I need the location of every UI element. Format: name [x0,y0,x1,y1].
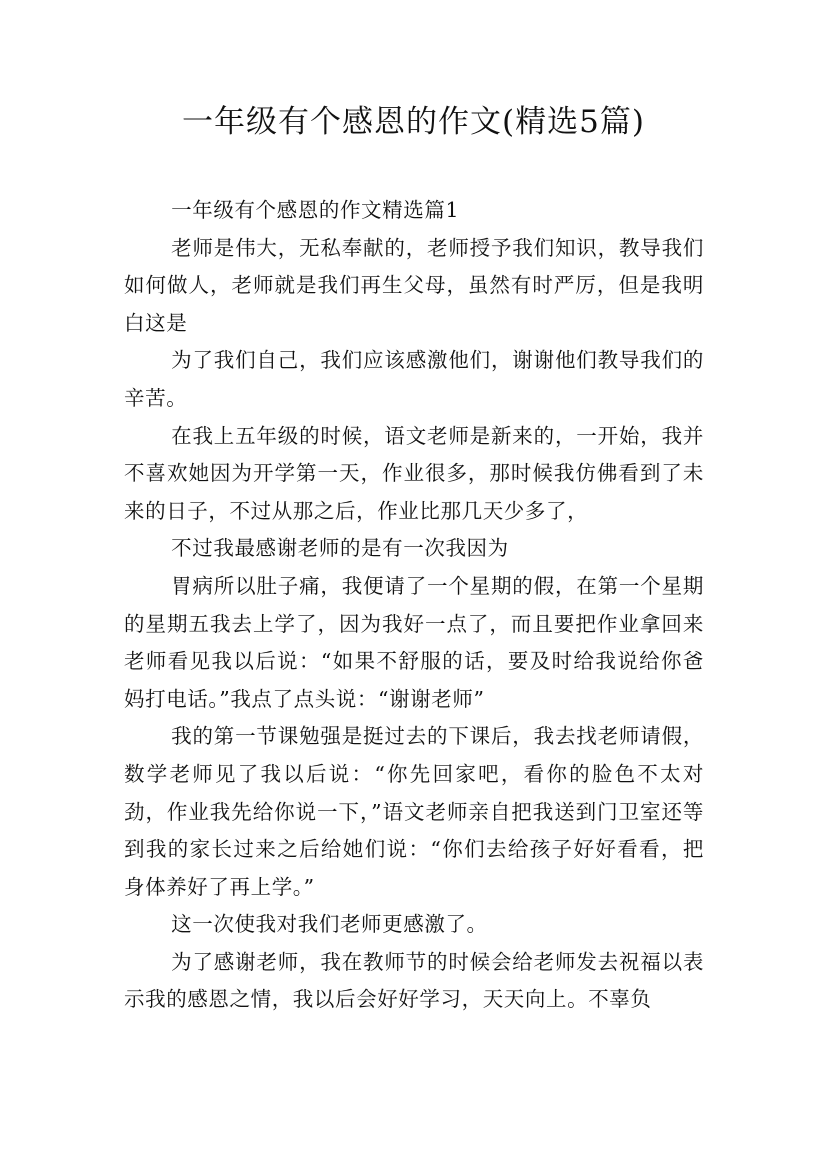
document-body [124,192,704,1019]
paragraph: 这一次使我对我们老师更感激了。 [171,912,488,937]
paragraph: 老师是伟大，无私奉献的，老师授予我们知识，教导我们如何做人，老师就是我们再生父母，虽然有时严厉，但是我明白这是 [124,235,704,335]
paragraph: 胃病所以肚子痛，我便请了一个星期的假，在第一个星期的星期五我去上学了，因为我好一点了，而且要把作业拿回来老师看见我以后说：“如果不舒服的话，要及时给我说给你爸妈打电话。”我点了点头说：“谢谢老师” [124,573,704,711]
paragraph: 为了感谢老师，我在教师节的时候会给老师发去祝福以表示我的感恩之情，我以后会好好学习，天天向上。不辜负 [124,949,704,1012]
paragraph: 为了我们自己，我们应该感激他们，谢谢他们教导我们的辛苦。 [124,348,704,410]
paragraph: 我的第一节课勉强是挺过去的下课后，我去找老师请假，数学老师见了我以后说：“你先回家吧，看你的脸色不太对劲，作业我先给你说一下，”语文老师亲自把我送到门卫室还等到我的家长过来之后给她们说：“你们去给孩子好好看看，把身体养好了再上学。” [124,724,704,899]
paragraph: 在我上五年级的时候，语文老师是新来的，一开始，我并不喜欢她因为开学第一天，作业很多，那时候我仿佛看到了未来的日子，不过从那之后，作业比那几天少多了， [124,423,704,523]
paragraph: 不过我最感谢老师的是有一次我因为 [171,536,509,561]
section-heading: 一年级有个感恩的作文精选篇1 [171,198,460,222]
document-title: 一年级有个感恩的作文(精选5篇) [182,104,645,140]
